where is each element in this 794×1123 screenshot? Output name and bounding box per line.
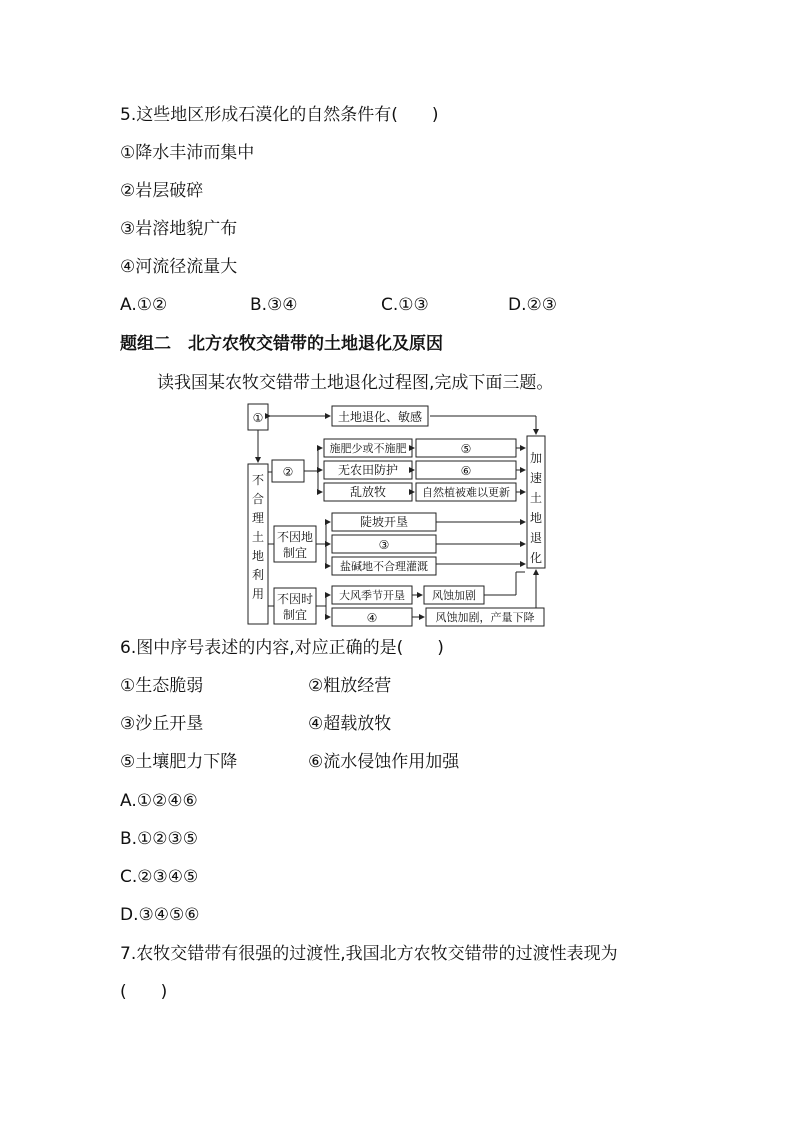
svg-text:加: 加 xyxy=(529,451,543,465)
group2-title: 题组二 北方农牧交错带的土地退化及原因 xyxy=(120,334,443,354)
q5-choice-b: B.③④ xyxy=(250,295,298,315)
q5-stem: 5.这些地区形成石漠化的自然条件有( ) xyxy=(120,105,439,125)
q5-item-3: ③岩溶地貌广布 xyxy=(120,219,238,239)
q5-choice-d: D.②③ xyxy=(508,295,557,315)
q6-choice-b: B.①②③⑤ xyxy=(120,829,199,849)
q6-item-2: ②粗放经营 xyxy=(308,676,392,696)
land-degradation-diagram xyxy=(246,402,548,628)
svg-text:土: 土 xyxy=(251,530,265,544)
q6-item-5: ⑤土壤肥力下降 xyxy=(120,752,238,772)
diagram-label-3: ③ xyxy=(378,538,390,552)
q6-choice-a: A.①②④⑥ xyxy=(120,791,198,811)
svg-text:地: 地 xyxy=(251,549,265,563)
diagram-label-1: ① xyxy=(252,411,264,425)
diagram-label-windy-season: 大风季节开垦 xyxy=(339,589,405,602)
q7-stem: 7.农牧交错带有很强的过渡性,我国北方农牧交错带的过渡性表现为 xyxy=(120,944,618,964)
diagram-label-2: ② xyxy=(282,465,294,479)
diagram-left-vertical-text xyxy=(252,473,264,601)
svg-text:地: 地 xyxy=(529,511,543,525)
svg-text:不: 不 xyxy=(251,473,265,487)
q6-item-3: ③沙丘开垦 xyxy=(120,714,204,734)
diagram-label-wind-erosion: 风蚀加剧 xyxy=(432,589,476,602)
q5-item-2: ②岩层破碎 xyxy=(120,181,204,201)
svg-text:不因时: 不因时 xyxy=(276,592,314,606)
diagram-label-top: 土地退化、敏感 xyxy=(337,410,423,424)
diagram-label-steep-slope: 陡坡开垦 xyxy=(359,515,409,529)
q6-stem: 6.图中序号表述的内容,对应正确的是( ) xyxy=(120,638,444,658)
q5-choice-c: C.①③ xyxy=(381,295,429,315)
diagram-label-wind-yield: 风蚀加剧，产量下降 xyxy=(435,611,535,624)
q6-item-1: ①生态脆弱 xyxy=(120,676,204,696)
group2-intro: 读我国某农牧交错带土地退化过程图,完成下面三题。 xyxy=(157,373,554,393)
diagram-label-less-fertilizer: 施肥少或不施肥 xyxy=(329,442,407,455)
q5-item-1: ①降水丰沛而集中 xyxy=(120,143,255,163)
diagram-label-saline-irrigation: 盐碱地不合理灌溉 xyxy=(340,560,428,573)
svg-text:制宜: 制宜 xyxy=(282,546,308,560)
svg-text:不因地: 不因地 xyxy=(276,530,314,544)
svg-text:土: 土 xyxy=(529,491,543,505)
svg-text:合: 合 xyxy=(251,492,265,506)
svg-text:利: 利 xyxy=(251,568,265,582)
diagram-label-5: ⑤ xyxy=(460,442,472,456)
svg-text:理: 理 xyxy=(251,511,265,525)
diagram-label-4: ④ xyxy=(366,611,378,625)
q6-choice-d: D.③④⑤⑥ xyxy=(120,905,200,925)
q7-paren: ( ) xyxy=(120,982,168,1002)
diagram-label-6: ⑥ xyxy=(460,464,472,478)
q6-choice-c: C.②③④⑤ xyxy=(120,867,199,887)
svg-text:退: 退 xyxy=(529,531,543,545)
svg-text:化: 化 xyxy=(529,551,543,565)
diagram-label-no-farmland-protection: 无农田防护 xyxy=(337,463,399,477)
diagram-label-vegetation: 自然植被难以更新 xyxy=(422,486,510,499)
q5-choice-a: A.①② xyxy=(120,295,168,315)
q6-item-4: ④超载放牧 xyxy=(308,714,392,734)
svg-text:制宜: 制宜 xyxy=(282,608,308,622)
q5-item-4: ④河流径流量大 xyxy=(120,257,238,277)
diagram-label-overgrazing: 乱放牧 xyxy=(349,485,387,499)
svg-text:用: 用 xyxy=(251,587,265,601)
svg-text:速: 速 xyxy=(529,471,543,485)
q6-item-6: ⑥流水侵蚀作用加强 xyxy=(308,752,460,772)
